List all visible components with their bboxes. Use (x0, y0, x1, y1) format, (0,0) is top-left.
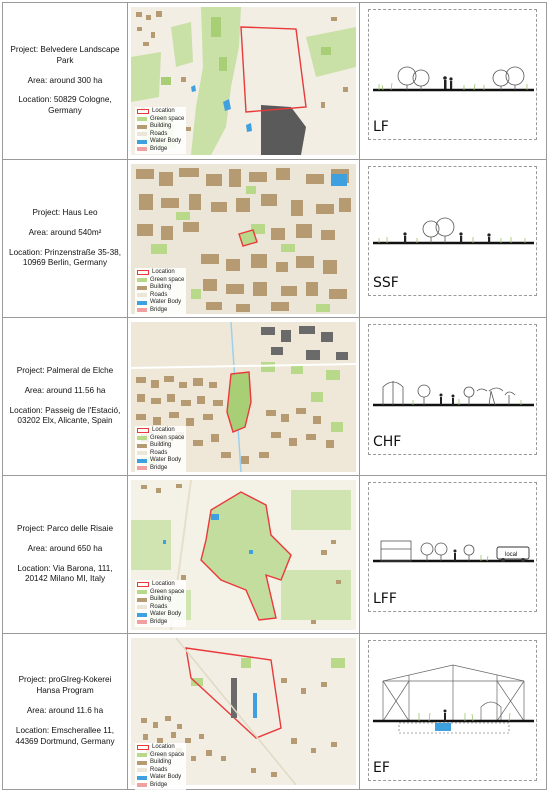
project-area: Area: around 650 ha (27, 543, 103, 553)
project-info (3, 634, 128, 789)
map-legend (135, 268, 186, 315)
legend-location: Location (137, 744, 184, 752)
table-row-2 (3, 160, 546, 318)
site-map-cell (128, 318, 360, 475)
legend-roads: Roads (137, 604, 184, 612)
legend-water-body: Water Body (137, 611, 184, 619)
legend-roads: Roads (137, 450, 184, 458)
legend-bridge: Bridge (137, 465, 184, 473)
table-row-5 (3, 634, 546, 789)
project-area: Area: around 11.56 ha (24, 385, 106, 395)
legend-green-space: Green space (137, 277, 184, 285)
table-row-4 (3, 476, 546, 634)
site-map-haus-leo (131, 164, 356, 314)
map-legend (135, 426, 186, 473)
map-legend (135, 107, 186, 154)
section-panel-chf (368, 324, 537, 455)
section-sketch-cell (360, 160, 546, 317)
project-name: Project: Belvedere Landscape Park (10, 44, 120, 65)
legend-water-body: Water Body (137, 457, 184, 465)
site-map-cell (128, 634, 360, 789)
section-type-label: LF (373, 119, 389, 135)
project-name: Project: Parco delle Risaie (16, 523, 114, 533)
project-name: Project: proGIreg-Kokerei Hansa Program (18, 675, 112, 696)
section-panel-ef (368, 640, 537, 781)
legend-building: Building (137, 442, 184, 450)
legend-bridge: Bridge (137, 307, 184, 315)
project-location: Location: Passeig de l'Estació, 03202 Elx, Alicante, Spain (9, 405, 121, 426)
legend-bridge: Bridge (137, 146, 184, 154)
section-sketch-cell (360, 3, 546, 159)
legend-green-space: Green space (137, 589, 184, 597)
legend-location: Location (137, 108, 184, 116)
section-sketch-cell (360, 476, 546, 633)
legend-green-space: Green space (137, 435, 184, 443)
legend-water-body: Water Body (137, 299, 184, 307)
section-type-label: CHF (373, 434, 402, 450)
legend-bridge: Bridge (137, 619, 184, 627)
section-panel-lff (368, 482, 537, 612)
site-map-belvedere (131, 7, 356, 155)
legend-water-body: Water Body (137, 774, 184, 782)
project-info (3, 476, 128, 633)
site-map-cell (128, 160, 360, 317)
legend-green-space: Green space (137, 116, 184, 124)
site-map-hansa (131, 638, 356, 788)
project-area: Area: around 11.6 ha (26, 706, 104, 716)
section-type-label: LFF (373, 591, 397, 607)
table-row-1 (3, 3, 546, 160)
site-map-cell (128, 476, 360, 633)
table-row-3 (3, 318, 546, 476)
project-name: Project: Haus Leo (32, 207, 98, 217)
case-table (2, 2, 547, 790)
vehicle-label: local (505, 552, 518, 558)
legend-roads: Roads (137, 767, 184, 775)
legend-roads: Roads (137, 131, 184, 139)
project-area: Area: around 540m² (28, 227, 102, 237)
project-info (3, 3, 128, 159)
legend-green-space: Green space (137, 752, 184, 760)
legend-location: Location (137, 427, 184, 435)
project-area: Area: around 300 ha (27, 75, 103, 85)
section-panel-ssf (368, 166, 537, 296)
legend-bridge: Bridge (137, 782, 184, 790)
site-map-palmeral (131, 322, 356, 472)
project-info (3, 160, 128, 317)
legend-building: Building (137, 596, 184, 604)
legend-location: Location (137, 269, 184, 277)
section-type-label: EF (373, 760, 390, 776)
section-sketch-cell (360, 634, 546, 789)
project-location: Location: Emscherallee 11, 44369 Dortmund, Germany (15, 725, 115, 746)
legend-building: Building (137, 284, 184, 292)
legend-location: Location (137, 581, 184, 589)
project-info (3, 318, 128, 475)
section-type-label: SSF (373, 275, 399, 291)
section-sketch-cell (360, 318, 546, 475)
site-map-risaie (131, 480, 356, 630)
project-location: Location: Via Barona, 111, 20142 Milano MI, Italy (17, 563, 113, 584)
project-location: Location: 50829 Cologne, Germany (18, 95, 112, 116)
legend-building: Building (137, 759, 184, 767)
legend-roads: Roads (137, 292, 184, 300)
legend-building: Building (137, 123, 184, 131)
section-panel-lf (368, 9, 537, 140)
site-map-cell (128, 3, 360, 159)
project-location: Location: Prinzenstraße 35-38, 10969 Berlin, Germany (9, 247, 121, 268)
project-name: Project: Palmeral de Elche (16, 365, 114, 375)
legend-water-body: Water Body (137, 138, 184, 146)
map-legend (135, 580, 186, 627)
map-legend (135, 743, 186, 790)
